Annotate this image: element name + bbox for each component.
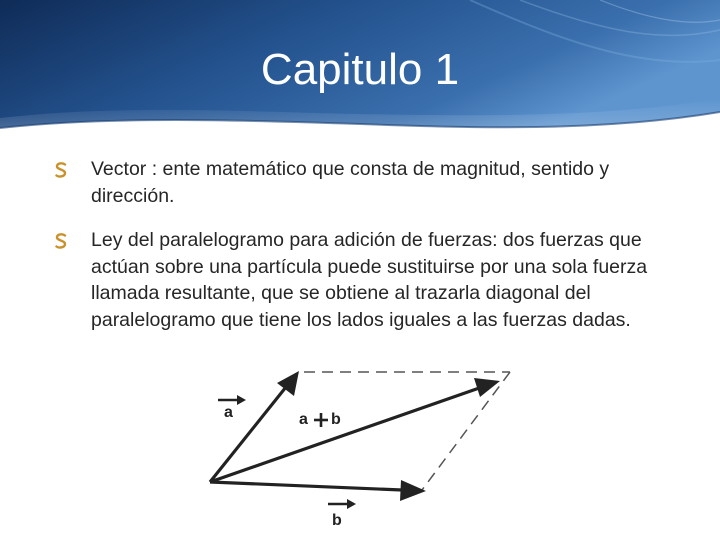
bullet-list bbox=[44, 156, 664, 351]
bullet-item bbox=[44, 227, 664, 333]
label-sum-a: a bbox=[299, 411, 308, 428]
vector-b-line bbox=[210, 482, 402, 490]
label-a: a bbox=[224, 404, 233, 421]
bullet-item bbox=[44, 156, 664, 209]
label-a-arrowhead bbox=[237, 395, 246, 405]
s-flourish-icon bbox=[54, 233, 68, 249]
parallelogram-diagram bbox=[200, 364, 520, 536]
label-b-arrowhead bbox=[347, 499, 356, 509]
label-b: b bbox=[332, 512, 342, 529]
label-sum-b: b bbox=[331, 411, 341, 428]
slide-title: Capitulo 1 bbox=[260, 45, 460, 94]
resultant-line bbox=[210, 386, 485, 482]
resultant-arrowhead bbox=[474, 378, 500, 397]
bullet-text: Vector : ente matemático que consta de magnitud, sentido y dirección. bbox=[91, 158, 610, 207]
s-flourish-icon bbox=[54, 162, 68, 178]
slide-header-banner bbox=[0, 0, 720, 150]
dashed-right-side bbox=[422, 372, 510, 490]
bullet-text: Ley del paralelogramo para adición de fuerzas: dos fuerzas que actúan sobre una partícula puede sustituirse por una sola fuerza llamada resultante, que se obtiene al trazarla diagonal del paralelogramo que tiene los lados iguales a las fuerzas dadas. bbox=[91, 229, 648, 331]
vector-b-arrowhead bbox=[400, 480, 426, 501]
